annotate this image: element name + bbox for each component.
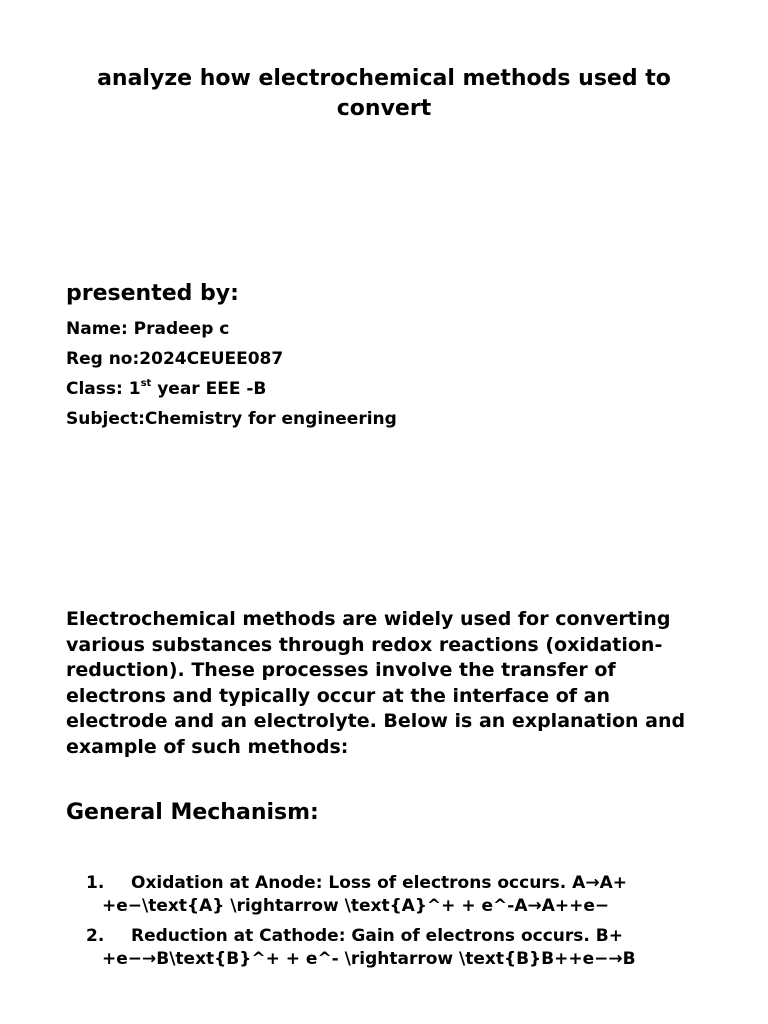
class-line	[66, 378, 266, 400]
list-number: 1.	[86, 873, 105, 893]
mechanism-text-line2: +e−→B\text{B}^+ + e^- \rightarrow \text{B}B++e−→B	[102, 949, 636, 969]
general-mechanism-heading: General Mechanism:	[66, 800, 319, 825]
presenter-name: Name: Pradeep c	[66, 319, 230, 339]
list-number: 2.	[86, 926, 105, 946]
mechanism-list	[86, 872, 706, 978]
mechanism-item-oxidation	[86, 872, 706, 918]
mechanism-text-line1: Reduction at Cathode: Gain of electrons occurs. B+	[131, 926, 623, 946]
registration-number: Reg no:2024CEUEE087	[66, 349, 284, 369]
presented-by-heading: presented by:	[66, 281, 239, 306]
class-superscript: st	[140, 378, 152, 389]
class-prefix: Class: 1	[66, 379, 141, 399]
mechanism-text-line2: +e−\text{A} \rightarrow \text{A}^+ + e^-A→A++e−	[102, 896, 610, 916]
mechanism-item-reduction	[86, 925, 706, 971]
class-suffix: year EEE -B	[151, 379, 267, 399]
intro-paragraph: Electrochemical methods are widely used for converting various substances through redox reactions (oxidation-reduction). These processes involve the transfer of electrons and typically occur at the interface of an electrode and an electrolyte. Below is an explanation and example of such methods:	[66, 608, 686, 758]
subject-line: Subject:Chemistry for engineering	[66, 409, 397, 429]
document-title: analyze how electrochemical methods used to convert	[97, 66, 671, 121]
mechanism-text-line1: Oxidation at Anode: Loss of electrons occurs. A→A+	[131, 873, 627, 893]
